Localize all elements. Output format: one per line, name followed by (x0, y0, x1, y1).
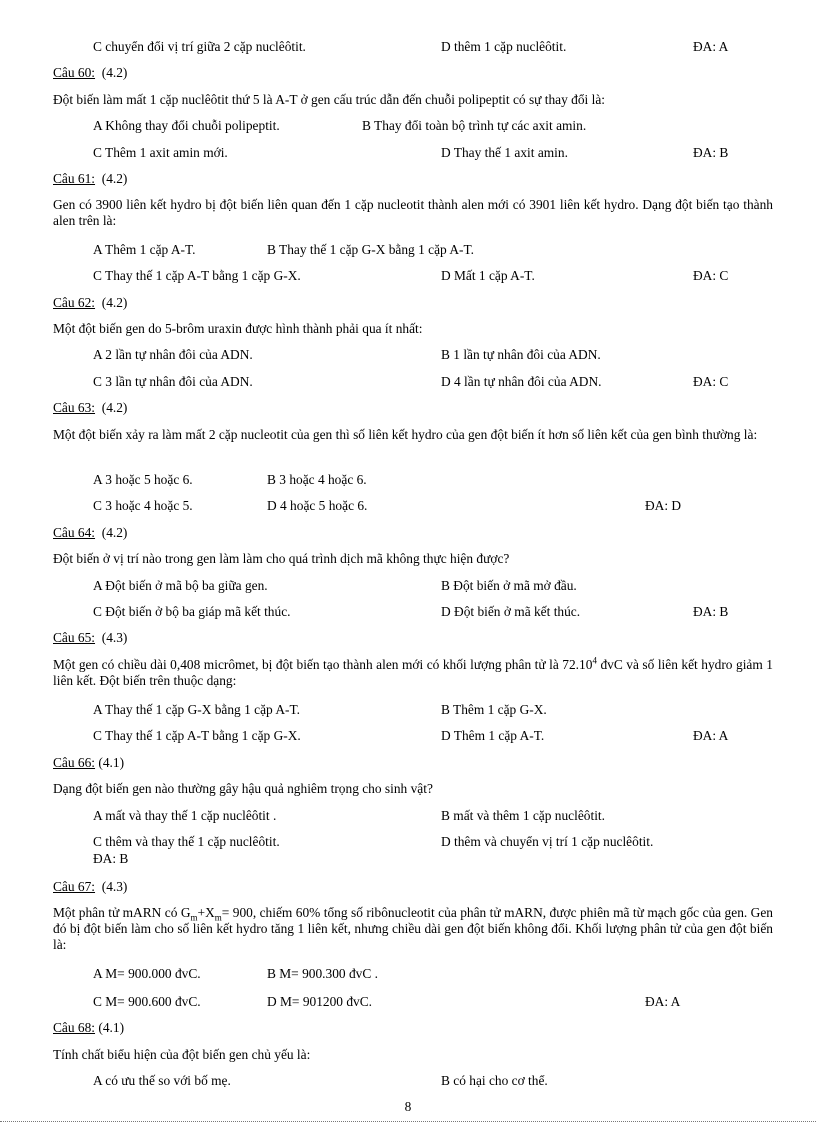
option-a: A mất và thay thế 1 cặp nuclêôtit . (93, 808, 277, 823)
question-62-heading (53, 295, 127, 311)
option-c: C Thêm 1 axit amin mới. (93, 145, 228, 160)
option-d: D Thay thế 1 axit amin. (441, 145, 568, 160)
question-label: Câu 65: (53, 630, 96, 645)
answer: ĐA: C (693, 268, 729, 283)
subscript: m (214, 912, 222, 923)
stem-text: đvC và số liên kết hydro giảm 1 liên kết. Đột biến trên thuộc dạng: (53, 657, 773, 688)
question-66-heading (53, 755, 124, 771)
question-label: Câu 66: (53, 755, 96, 770)
question-code: (4.1) (98, 755, 125, 770)
option-c: C 3 lần tự nhân đôi của ADN. (93, 374, 253, 389)
stem-text: Một phân tử mARN có G (53, 905, 191, 920)
option-b: B mất và thêm 1 cặp nuclêôtit. (441, 808, 605, 823)
option-d: D Thêm 1 cặp A-T. (441, 728, 545, 743)
option-c: C thêm và thay thế 1 cặp nuclêôtit. (93, 834, 280, 849)
exponent: 4 (592, 655, 597, 666)
option-d: D M= 901200 đvC. (267, 994, 373, 1009)
stem-text: +X (197, 905, 215, 920)
answer: ĐA: A (645, 994, 681, 1009)
question-label: Câu 62: (53, 295, 96, 310)
question-63-heading (53, 400, 127, 416)
question-label: Câu 68: (53, 1020, 96, 1035)
answer: ĐA: C (693, 374, 729, 389)
option-b: B Thêm 1 cặp G-X. (441, 702, 547, 717)
stem-text: Một gen có chiều dài 0,408 micrômet, bị đột biến tạo thành alen mới có khối lượng phân tử là 72.10 (53, 657, 593, 672)
option-c: C Đột biến ở bộ ba giáp mã kết thúc. (93, 604, 291, 619)
question-code: (4.2) (101, 65, 128, 80)
question-label: Câu 61: (53, 171, 96, 186)
question-label: Câu 60: (53, 65, 96, 80)
option-a: A 2 lần tự nhân đôi của ADN. (93, 347, 253, 362)
option-a: A Thay thế 1 cặp G-X bằng 1 cặp A-T. (93, 702, 300, 717)
answer: ĐA: D (645, 498, 682, 513)
answer: ĐA: B (693, 145, 729, 160)
option-c: C 3 hoặc 4 hoặc 5. (93, 498, 193, 513)
question-code: (4.2) (101, 525, 128, 540)
question-stem (53, 657, 773, 689)
option-b: B 1 lần tự nhân đôi của ADN. (441, 347, 601, 362)
question-stem: Một đột biến gen do 5-brôm uraxin được hình thành phải qua ít nhất: (53, 321, 423, 336)
option-b: B M= 900.300 đvC . (267, 966, 378, 981)
question-code: (4.2) (101, 400, 128, 415)
option-b: B Đột biến ở mã mở đầu. (441, 578, 577, 593)
question-60-heading (53, 65, 127, 81)
page-number: 8 (404, 1099, 412, 1114)
question-65-heading (53, 630, 127, 646)
question-stem: Gen có 3900 liên kết hydro bị đột biến liên quan đến 1 cặp nucleotit thành alen mới có 3901 liên kết hydro. Dạng đột biến tạo thành alen trên là: (53, 197, 773, 228)
question-label: Câu 67: (53, 879, 96, 894)
question-code: (4.2) (101, 295, 128, 310)
option-a: A Không thay đổi chuỗi polipeptit. (93, 118, 280, 133)
option-c: C Thay thế 1 cặp A-T bằng 1 cặp G-X. (93, 728, 301, 743)
question-stem: Một đột biến xảy ra làm mất 2 cặp nucleotit của gen thì số liên kết hydro của gen đột biến ít hơn số liên kết của gen bình thường là: (53, 427, 758, 442)
question-stem: Dạng đột biến gen nào thường gây hậu quả nghiêm trọng cho sinh vật? (53, 781, 433, 796)
question-code: (4.1) (98, 1020, 125, 1035)
option-d: D Mất 1 cặp A-T. (441, 268, 535, 283)
answer: ĐA: A (693, 728, 729, 743)
option-b: B 3 hoặc 4 hoặc 6. (267, 472, 367, 487)
question-stem: Tính chất biểu hiện của đột biến gen chủ yếu là: (53, 1047, 311, 1062)
question-label: Câu 64: (53, 525, 96, 540)
option-b: B có hại cho cơ thể. (441, 1073, 548, 1088)
question-label: Câu 63: (53, 400, 96, 415)
question-stem: Đột biến ở vị trí nào trong gen làm làm cho quá trình dịch mã không thực hiện được? (53, 551, 510, 566)
question-code: (4.3) (101, 630, 128, 645)
option-b: B Thay đổi toàn bộ trình tự các axit amin. (362, 118, 587, 133)
option-a: A Thêm 1 cặp A-T. (93, 242, 196, 257)
subscript: m (190, 912, 198, 923)
question-stem: Đột biến làm mất 1 cặp nuclêôtit thứ 5 là A-T ở gen cấu trúc dẫn đến chuỗi polipeptit có sự thay đổi là: (53, 92, 606, 107)
option-b: B Thay thế 1 cặp G-X bằng 1 cặp A-T. (267, 242, 474, 257)
stem-text: = 900, chiếm 60% tổng số ribônucleotit của phân tử mARN, được phiên mã từ mạch gốc của gen. Gen đó bị đột biến làm cho số liên kết hydro tăng 1 liên kết, nhưng chiều dài gen đột biến không đổi. Khối lượng phân tử của gen đột biến là: (53, 905, 773, 952)
answer: ĐA: B (693, 604, 729, 619)
question-code: (4.3) (101, 879, 128, 894)
question-stem (53, 905, 773, 953)
footer-divider (0, 1121, 816, 1122)
question-67-heading (53, 879, 127, 895)
answer: ĐA: A (693, 39, 729, 54)
option-c: C Thay thế 1 cặp A-T bằng 1 cặp G-X. (93, 268, 301, 283)
answer: ĐA: B (93, 851, 129, 866)
question-64-heading (53, 525, 127, 541)
option-d: D thêm 1 cặp nuclêôtit. (441, 39, 567, 54)
option-d: D Đột biến ở mã kết thúc. (441, 604, 581, 619)
question-61-heading (53, 171, 127, 187)
question-68-heading (53, 1020, 124, 1036)
option-d: D 4 lần tự nhân đôi của ADN. (441, 374, 602, 389)
option-d: D 4 hoặc 5 hoặc 6. (267, 498, 368, 513)
option-c: C chuyển đổi vị trí giữa 2 cặp nuclêôtit. (93, 39, 306, 54)
option-a: A Đột biến ở mã bộ ba giữa gen. (93, 578, 268, 593)
option-c: C M= 900.600 đvC. (93, 994, 201, 1009)
option-d: D thêm và chuyển vị trí 1 cặp nuclêôtit. (441, 834, 654, 849)
option-a: A 3 hoặc 5 hoặc 6. (93, 472, 193, 487)
option-a: A M= 900.000 đvC. (93, 966, 201, 981)
question-code: (4.2) (101, 171, 128, 186)
option-a: A có ưu thế so với bố mẹ. (93, 1073, 231, 1088)
